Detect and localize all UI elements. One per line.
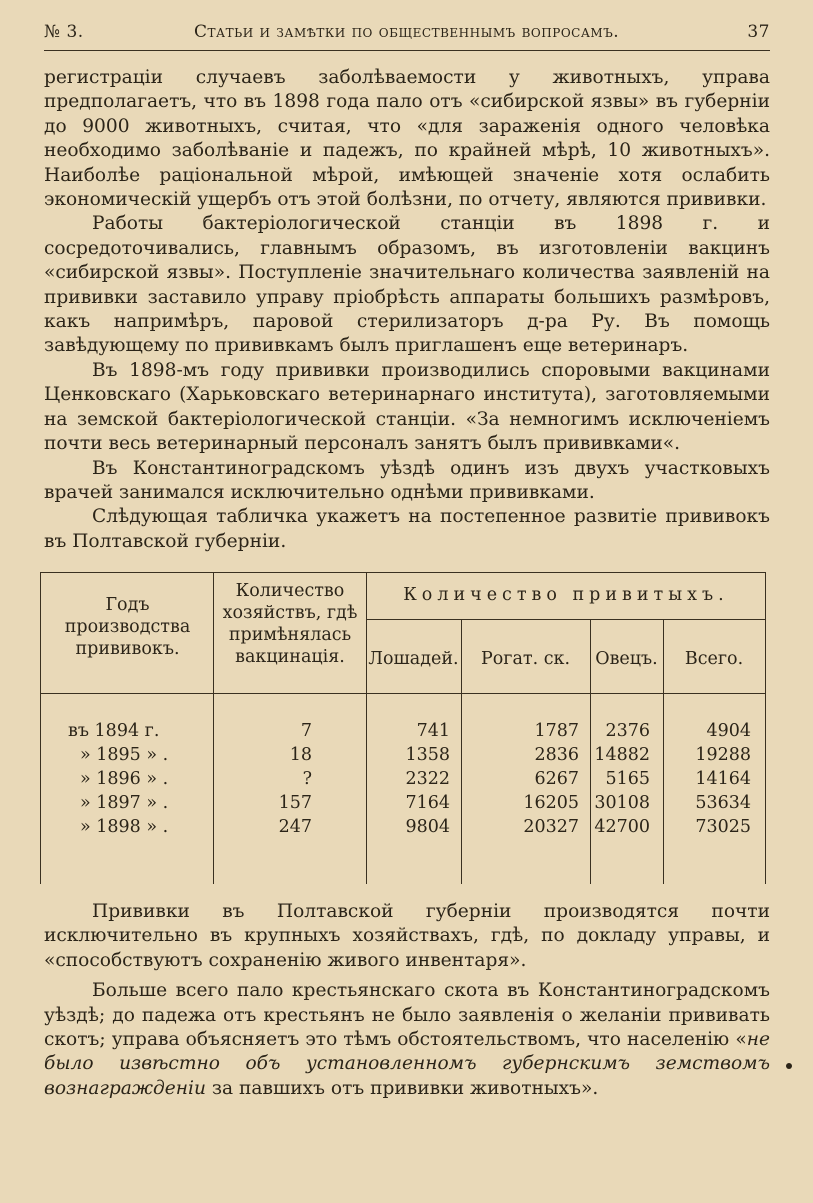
cell-farms: 18 [289,745,312,765]
paragraph: Въ 1898-мъ году прививки производились споровыми вакцинами Ценковскаго (Харьковскаго ветеринарнаго института), заготовляемыми на земской бактеріологической станціи. «За немногимъ исключеніемъ почти весь ветеринарный персоналъ занятъ былъ прививками«. [44,359,770,455]
cell-farms: 157 [278,793,312,813]
header-farms: Количество хозяйствъ, гдѣ примѣнялась вакцинація. [222,581,358,667]
cell-total: 53634 [695,793,751,813]
cell-horses: 1358 [405,745,450,765]
paragraph: Прививки въ Полтавской губерніи производятся почти исключительно въ крупныхъ хозяйствахъ, гдѣ, по докладу управы, и «способствуютъ сохраненію живого инвентаря». [44,901,770,971]
cell-total: 4904 [706,721,751,741]
cell-total: 14164 [695,769,751,789]
cell-farms: 7 [300,721,312,741]
cell-farms: 247 [278,817,312,837]
cell-total: 19288 [695,745,751,765]
italic-quote: не было извѣстно объ установленномъ губернскимъ земствомъ вознагражденіи [44,1029,770,1099]
header-rule [44,50,770,51]
cell-cattle: 20327 [523,817,579,837]
paragraph: Слѣдующая табличка укажетъ на постепенное развитіе прививокъ въ Полтавской губерніи. [44,506,770,552]
cell-horses: 741 [416,721,450,741]
page-header [44,22,770,46]
paragraph: Работы бактеріологической станціи въ 1898 г. и сосредоточивались, главнымъ образомъ, въ изготовленіи вакцинъ «сибирской язвы». Поступленіе значительнаго количества заявленій на прививки заставило управу пріобрѣсть аппараты большихъ размѣровъ, какъ напримѣръ, паровой стерилизаторъ д-ра Ру. Въ помощь завѣдующему по прививкамъ былъ приглашенъ еще ветеринаръ. [44,213,770,357]
header-sheep: Овецъ. [595,649,658,669]
cell-horses: 9804 [405,817,450,837]
cell-year: » 1898 » . [80,817,169,837]
paragraph-text: Больше всего пало крестьянскаго скота въ Константиноградскомъ уѣздѣ; до падежа отъ крестьянъ не было заявленія о желаніи прививать скотъ; управа объясняетъ это тѣмъ обстоятельствомъ, что населенію « [44,980,770,1051]
cell-sheep: 2376 [605,721,650,741]
paragraph: регистраціи случаевъ заболѣваемости у животныхъ, управа предполагаетъ, что въ 1898 года пало отъ «сибирской язвы» въ губерніи до 9000 животныхъ, считая, что «для зараженія одного человѣка необходимо заболѣваніе и падежъ, по крайней мѣрѣ, 10 животныхъ». Наиболѣе раціональной мѣрой, имѣющей значеніе хотя ослабить экономическій ущербъ отъ этой болѣзни, по отчету, являются прививки. [44,67,770,211]
paragraph-text: за павшихъ отъ прививки животныхъ». [205,1077,599,1099]
table-row [40,815,766,839]
cell-year: въ 1894 г. [68,721,160,741]
table-row [40,719,766,743]
header-horses: Лошадей. [368,649,459,669]
paragraph: Въ Константиноградскомъ уѣздѣ одинъ изъ двухъ участковыхъ врачей занимался исключительно однѣми прививками. [44,457,770,503]
cell-cattle: 1787 [534,721,579,741]
paragraph [44,979,770,1101]
header-vaccinated: Количество привитыхъ. [403,585,729,605]
cell-farms: ? [302,769,312,789]
body-text-top [44,66,770,554]
cell-year: » 1895 » . [80,745,169,765]
margin-mark [786,1063,792,1069]
table-rule [40,572,766,573]
page-number: 37 [747,22,770,42]
cell-year: » 1897 » . [80,793,169,813]
table-row [40,791,766,815]
cell-sheep: 5165 [605,769,650,789]
cell-horses: 7164 [405,793,450,813]
table-rule [366,619,766,620]
cell-cattle: 16205 [523,793,579,813]
cell-sheep: 14882 [594,745,650,765]
vaccination-table [40,572,766,884]
header-total: Всего. [684,649,744,669]
cell-sheep: 42700 [594,817,650,837]
table-rule [40,693,766,694]
cell-cattle: 6267 [534,769,579,789]
body-text-bottom [44,900,770,1101]
header-cattle: Рогат. ск. [480,649,571,669]
cell-total: 73025 [695,817,751,837]
running-title: Статьи и замѣтки по общественнымъ вопросамъ. [194,22,620,42]
table-row [40,767,766,791]
cell-year: » 1896 » . [80,769,169,789]
cell-horses: 2322 [405,769,450,789]
cell-cattle: 2836 [534,745,579,765]
header-year: Годъ производства прививокъ. [64,595,191,659]
issue-number: № 3. [44,22,84,42]
cell-sheep: 30108 [594,793,650,813]
table-row [40,743,766,767]
